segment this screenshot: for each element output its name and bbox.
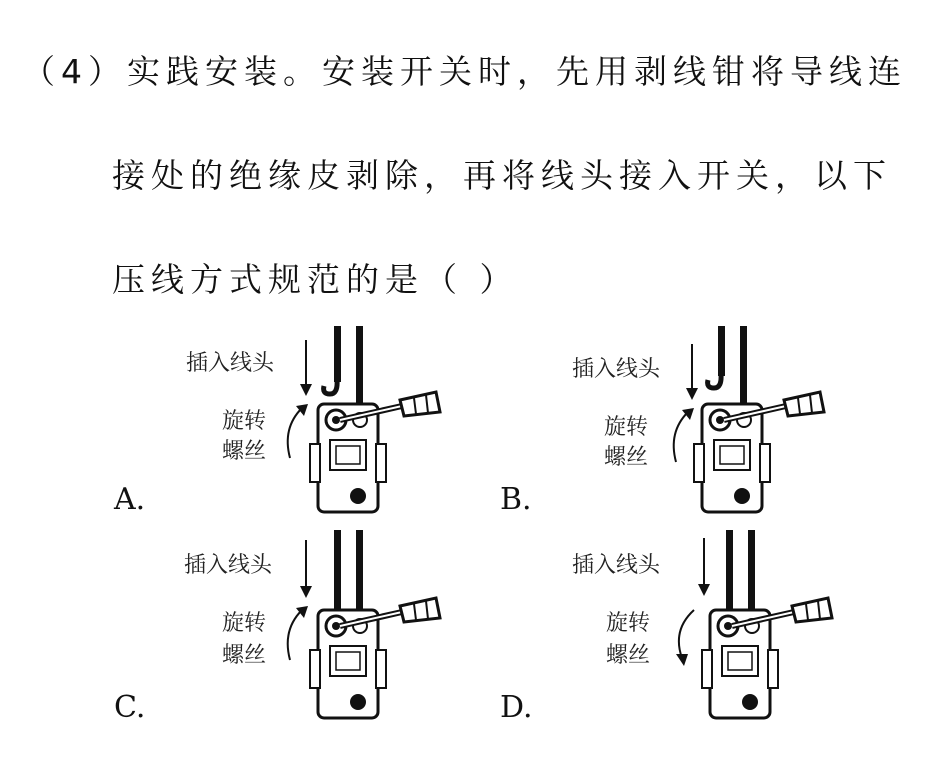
rotate-caption-2: 螺丝	[606, 643, 651, 668]
rotate-caption-2: 螺丝	[222, 643, 267, 668]
question-line-3: 压线方式规范的是（ ）	[112, 260, 519, 299]
option-c-label: C.	[114, 690, 146, 725]
option-c[interactable]	[110, 526, 530, 726]
question-line-1: （4）实践安装。安装开关时，先用剥线钳将导线连	[22, 52, 907, 91]
question-line-2: 接处的绝缘皮剥除，再将线头接入开关，以下	[112, 156, 892, 195]
switch-diagram	[496, 526, 916, 726]
rotate-caption-2: 螺丝	[222, 439, 267, 464]
switch-diagram	[110, 526, 530, 726]
switch-diagram	[496, 320, 916, 520]
option-b[interactable]	[496, 320, 916, 520]
option-d[interactable]	[496, 526, 916, 726]
insert-wire-caption: 插入线头	[572, 357, 661, 382]
rotate-caption-1: 旋转	[222, 409, 267, 434]
insert-wire-caption: 插入线头	[572, 553, 661, 578]
insert-wire-caption: 插入线头	[186, 351, 275, 376]
rotate-caption-1: 旋转	[222, 611, 267, 636]
option-d-label: D.	[500, 690, 533, 725]
rotate-caption-1: 旋转	[604, 415, 649, 440]
rotate-caption-2: 螺丝	[604, 445, 649, 470]
switch-diagram	[110, 320, 530, 520]
insert-wire-caption: 插入线头	[184, 553, 273, 578]
option-b-label: B.	[500, 482, 532, 517]
option-a-label: A.	[114, 482, 146, 517]
option-a[interactable]	[110, 320, 530, 520]
rotate-caption-1: 旋转	[606, 611, 651, 636]
